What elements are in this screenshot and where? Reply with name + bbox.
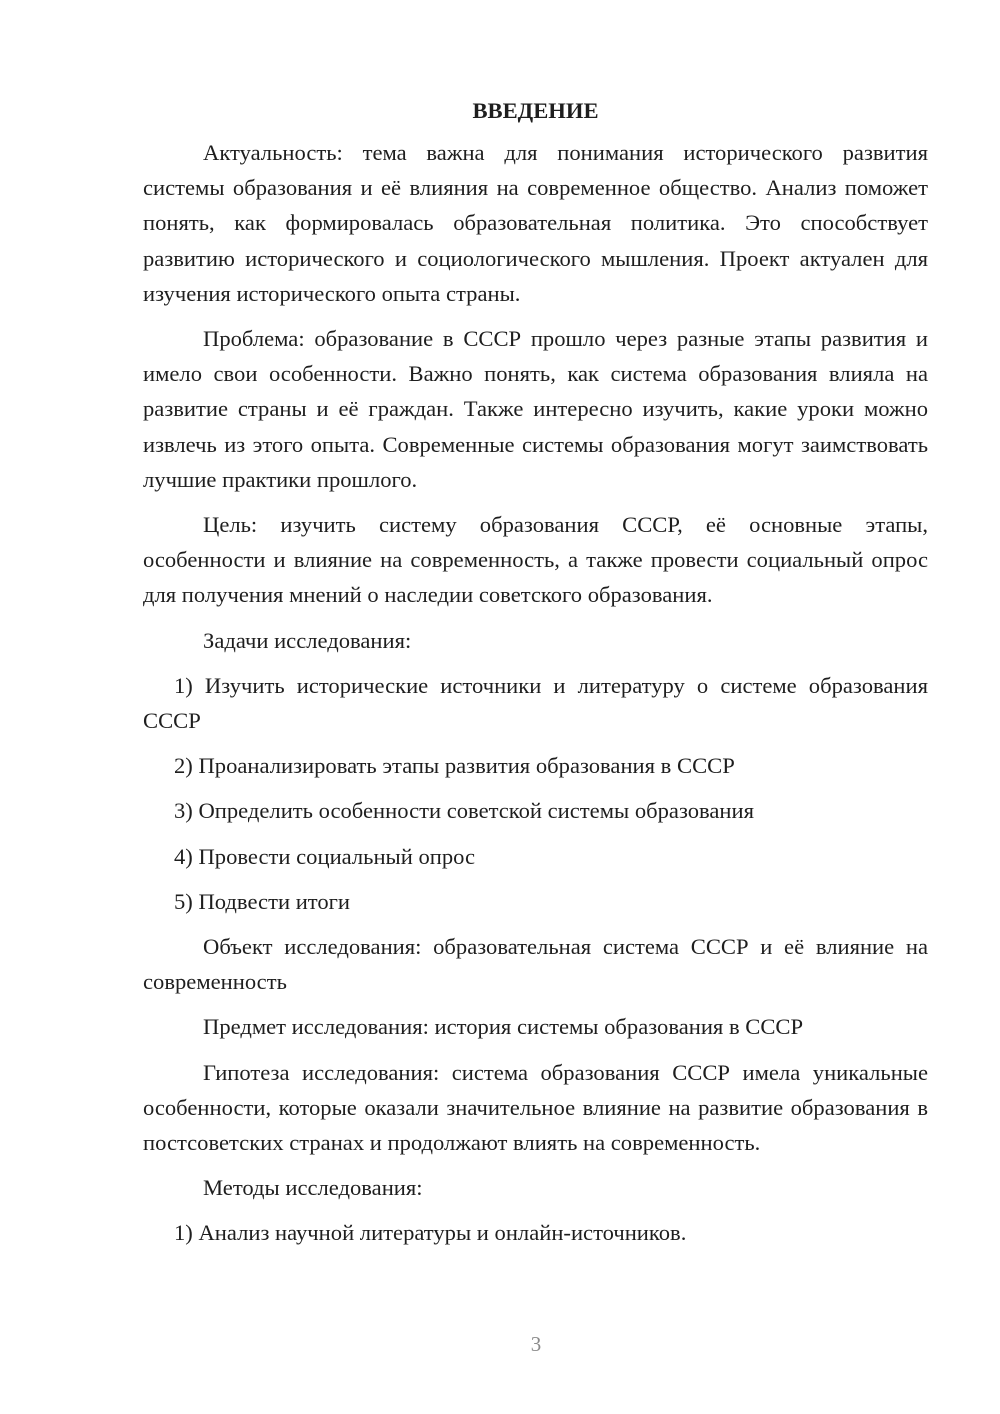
tasks-list	[143, 668, 928, 919]
page-content	[143, 96, 928, 1261]
list-item: 2) Проанализировать этапы развития образования в СССР	[174, 753, 735, 779]
subject-paragraph: Предмет исследования: история системы образования в СССР	[203, 1014, 804, 1040]
list-item: 3) Определить особенности советской системы образования	[174, 798, 755, 824]
hypothesis-paragraph: Гипотеза исследования: система образования СССР имела уникальные особенности, которые оказали значительное влияние на развитие образования в постсоветских странах и продолжают влиять на современность.	[143, 1059, 928, 1156]
list-item: 1) Анализ научной литературы и онлайн-источников.	[174, 1220, 687, 1246]
goal-paragraph: Цель: изучить систему образования СССР, её основные этапы, особенности и влияние на современность, а также провести социальный опрос для получения мнений о наследии советского образования.	[143, 512, 928, 608]
list-item: 4) Провести социальный опрос	[174, 843, 476, 869]
tasks-heading: Задачи исследования:	[203, 627, 412, 653]
problem-paragraph: Проблема: образование в СССР прошло через разные этапы развития и имело свои особенности. Важно понять, как система образования влияла на развитие страны и её граждан. Также интересно изучить, какие уроки можно извлечь из этого опыта. Современные системы образования могут заимствовать лучшие практики прошлого.	[143, 326, 928, 492]
methods-list	[143, 1215, 928, 1250]
relevance-paragraph: Актуальность: тема важна для понимания исторического развития системы образования и её влияния на современное общество. Анализ поможет понять, как формировалась образовательная политика. Это способствует развитию исторического и социологического мышления. Проект актуален для изучения исторического опыта страны.	[143, 140, 928, 306]
page-number: 3	[530, 1332, 542, 1356]
methods-heading: Методы исследования:	[203, 1175, 423, 1201]
list-item: 5) Подвести итоги	[174, 888, 351, 914]
list-item: 1) Изучить исторические источники и литературу о системе образования СССР	[143, 672, 928, 734]
section-title: ВВЕДЕНИЕ	[472, 98, 599, 123]
object-paragraph: Объект исследования: образовательная система СССР и её влияние на современность	[143, 934, 928, 995]
